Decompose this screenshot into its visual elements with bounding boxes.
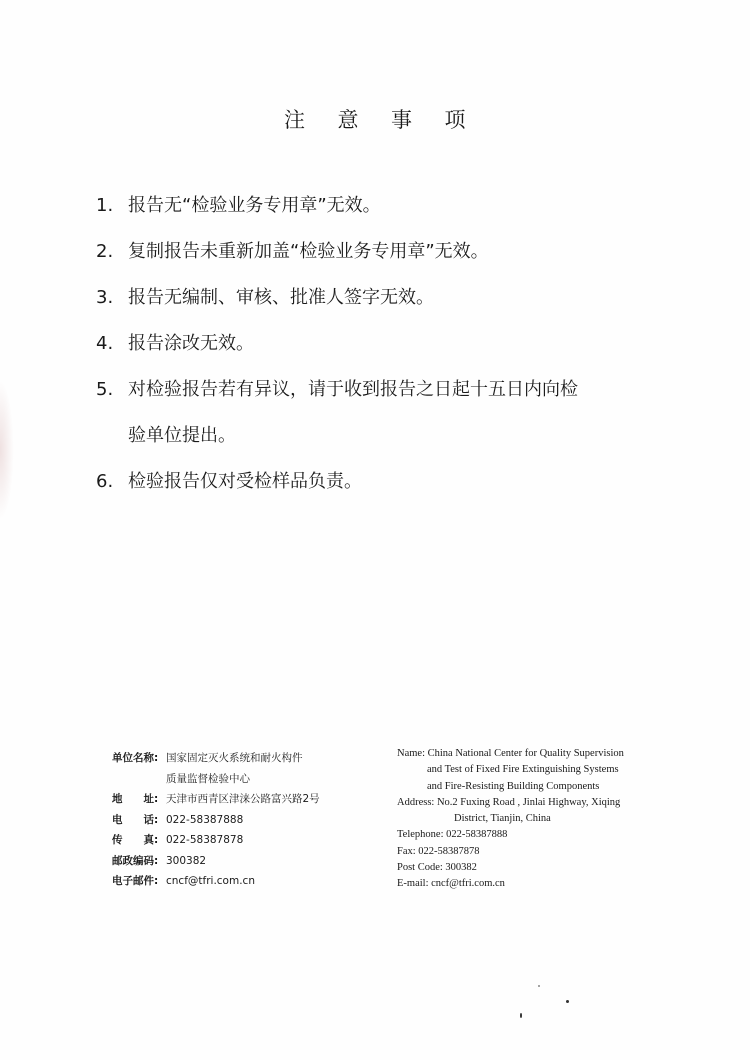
en-address-line-1: Address: No.2 Fuxing Road , Jinlai Highway, Xiqing [397, 796, 621, 808]
en-email: E-mail: cncf@tfri.com.cn [397, 878, 505, 890]
note-text: 报告无编制、审核、批准人签字无效。 [128, 287, 434, 308]
en-name-line-3: and Fire-Resisting Building Components [427, 780, 600, 792]
en-telephone: Telephone: 022-58387888 [397, 829, 508, 841]
scan-speck [520, 1013, 522, 1018]
address-label: 地 址: [112, 793, 159, 805]
title-char: 注 [284, 108, 306, 132]
phone-label: 电 话: [112, 813, 159, 826]
unit-name-value: 国家固定灭火系统和耐火构件 [166, 752, 303, 764]
en-postcode: Post Code: 300382 [397, 862, 477, 874]
note-item [96, 195, 381, 217]
title-char: 意 [337, 108, 359, 132]
page-title [0, 104, 750, 134]
postcode-value: 300382 [166, 854, 207, 867]
address-row [112, 789, 320, 810]
en-name-line-1: Name: China National Center for Quality Supervision [397, 748, 624, 759]
title-char: 事 [391, 108, 413, 132]
fax-row [112, 830, 320, 851]
email-value: cncf@tfri.com.cn [166, 875, 255, 887]
phone-row [112, 810, 320, 831]
note-item [96, 241, 489, 263]
note-item [96, 471, 362, 493]
note-text: 复制报告未重新加盖“检验业务专用章”无效。 [128, 241, 489, 262]
scan-speck [566, 1000, 569, 1003]
postcode-label: 邮政编码: [112, 854, 159, 867]
phone-value: 022-58387888 [166, 813, 244, 826]
note-number: 6. [96, 471, 114, 492]
en-address-line-2: District, Tianjin, China [454, 813, 551, 825]
unit-name-row-2 [112, 769, 320, 790]
title-char: 项 [444, 108, 466, 132]
note-text: 报告无“检验业务专用章”无效。 [128, 195, 381, 216]
address-value: 天津市西青区津涞公路富兴路2号 [166, 793, 320, 805]
note-item [96, 379, 578, 401]
postcode-row [112, 851, 320, 872]
note-text: 检验报告仅对受检样品负责。 [128, 471, 362, 492]
email-label: 电子邮件: [112, 875, 159, 887]
unit-name-row [112, 748, 320, 769]
en-name-line-2: and Test of Fixed Fire Extinguishing Systems [427, 764, 619, 776]
unit-name-value-2: 质量监督检验中心 [166, 772, 250, 785]
unit-name-label: 单位名称: [112, 752, 159, 764]
note-number: 4. [96, 333, 114, 354]
note-text: 报告涂改无效。 [128, 333, 254, 354]
footer-contact-chinese [112, 748, 320, 892]
en-fax: Fax: 022-58387878 [397, 845, 480, 857]
note-continuation: 验单位提出。 [128, 425, 236, 446]
note-number: 3. [96, 287, 114, 308]
note-number: 1. [96, 195, 114, 216]
note-text: 对检验报告若有异议，请于收到报告之日起十五日内向检 [128, 379, 578, 400]
note-number: 2. [96, 241, 114, 262]
email-row [112, 871, 320, 892]
note-item [96, 287, 434, 309]
stamp-edge-mark [0, 380, 14, 520]
note-number: 5. [96, 379, 114, 400]
scan-speck [538, 985, 540, 987]
footer-contact-english [397, 746, 624, 893]
note-item [96, 333, 254, 355]
fax-label: 传 真: [112, 834, 159, 846]
fax-value: 022-58387878 [166, 834, 244, 846]
